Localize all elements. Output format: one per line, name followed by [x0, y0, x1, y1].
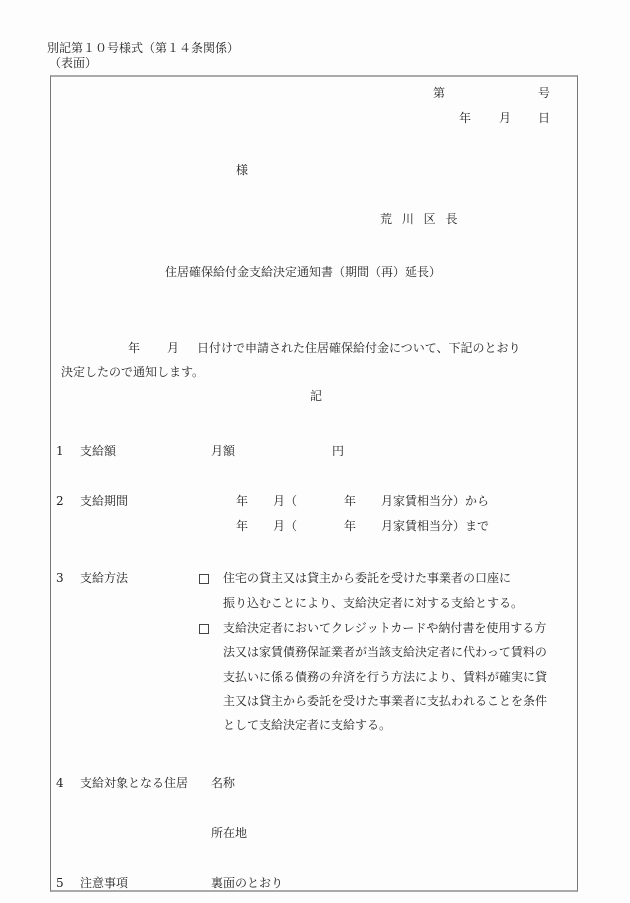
item-2-label: 支給期間	[80, 494, 129, 508]
option-2-line-5: として支給決定者に支給する。	[223, 718, 392, 732]
intro-line2: 決定したので通知します。	[61, 365, 205, 379]
date-day: 日	[538, 111, 551, 125]
item-4-num: 4	[56, 776, 64, 790]
option-2-line-1: 支給決定者においてクレジットカードや納付書を使用する方	[223, 621, 547, 635]
date-month: 月	[499, 111, 512, 125]
option-1-line-1: 住宅の貸主又は貸主から委託を受けた事業者の口座に	[223, 571, 512, 585]
period-to-year: 年	[236, 519, 249, 533]
period-to-year2: 年	[344, 519, 357, 533]
option-1-line-2: 振り込むことにより、支給決定者に対する支給とする。	[223, 596, 524, 610]
option-1-checkbox[interactable]	[199, 573, 209, 587]
item-5-label: 注意事項	[80, 876, 129, 890]
intro-year: 年	[128, 341, 141, 355]
option-2-line-2: 法又は家賃債務保証業者が当該支給決定者に代わって賃料の	[223, 645, 547, 659]
item-1-num: 1	[56, 444, 64, 458]
intro-line1: 日付けで申請された住居確保給付金について、下記のとおり	[197, 341, 521, 355]
number-suffix: 号	[538, 86, 551, 100]
option-2-line-3: 支払いに係る債務の弁済を行う方法により、賃料が確実に貸	[223, 670, 548, 684]
side-label: （表面）	[49, 56, 98, 70]
residence-address-label: 所在地	[211, 826, 248, 840]
ki-heading: 記	[310, 389, 323, 403]
item-3-label: 支給方法	[80, 571, 129, 585]
period-from-year: 年	[236, 494, 249, 508]
period-from-year2: 年	[344, 494, 357, 508]
item-1-unit: 円	[332, 444, 345, 458]
option-2-line-4: 主又は貸主から委託を受けた事業者に支払われることを条件	[223, 694, 548, 708]
intro-month: 月	[167, 341, 180, 355]
period-from-rest: 月家賃相当分）から	[381, 494, 490, 508]
form-label: 別記第１０号様式（第１４条関係）	[47, 41, 240, 55]
issuer: 荒 川 区 長	[380, 212, 458, 226]
item-1-label: 支給額	[80, 444, 117, 458]
item-3-num: 3	[56, 571, 64, 585]
document-title: 住居確保給付金支給決定通知書（期間（再）延長）	[165, 265, 442, 279]
residence-name-label: 名称	[211, 776, 236, 790]
item-1-prefix: 月額	[211, 444, 236, 458]
notes-value: 裏面のとおり	[211, 876, 284, 890]
item-4-label: 支給対象となる住居	[80, 776, 189, 790]
document-frame	[50, 75, 578, 892]
item-2-num: 2	[56, 494, 64, 508]
period-from-month: 月（	[273, 494, 298, 508]
period-to-month: 月（	[273, 519, 298, 533]
addressee-suffix: 様	[236, 163, 249, 177]
period-to-rest: 月家賃相当分）まで	[381, 519, 490, 533]
number-prefix: 第	[433, 86, 446, 100]
option-2-checkbox[interactable]	[199, 623, 209, 637]
date-year: 年	[459, 111, 472, 125]
item-5-num: 5	[56, 876, 64, 890]
